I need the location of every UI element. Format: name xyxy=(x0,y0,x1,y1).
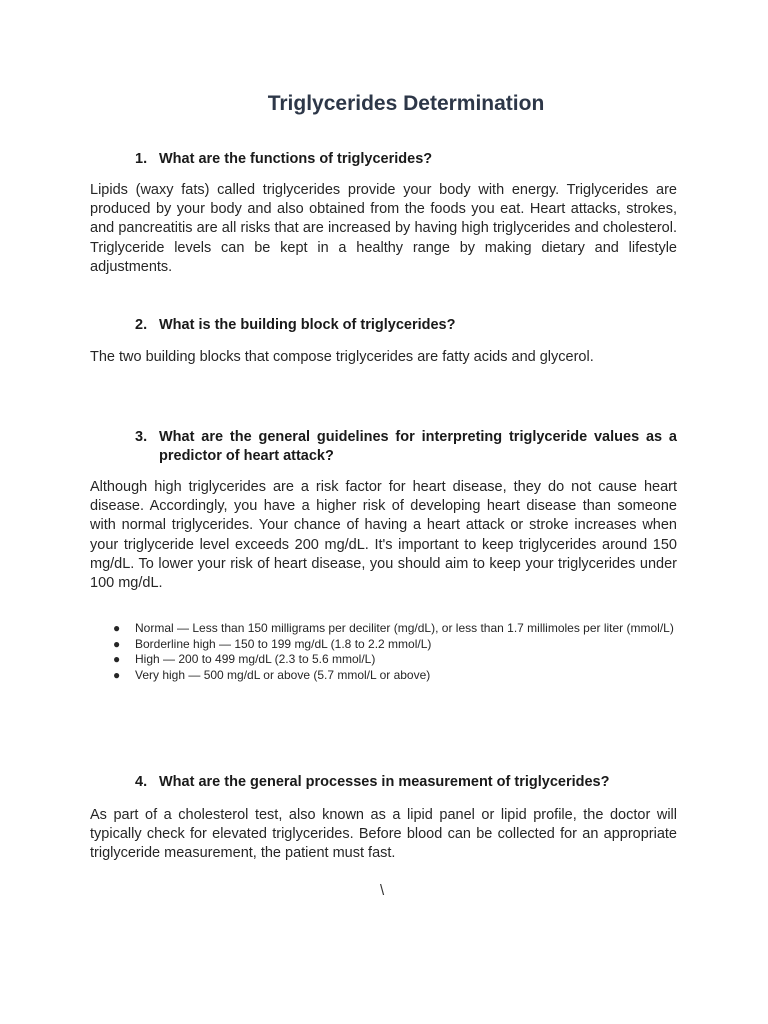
list-item xyxy=(110,668,680,684)
list-item-text: Very high — 500 mg/dL or above (5.7 mmol/L or above) xyxy=(135,667,431,682)
bullet-icon: ● xyxy=(113,636,121,651)
question-3 xyxy=(135,428,677,466)
question-2 xyxy=(135,316,677,335)
triglyceride-ranges-list xyxy=(110,621,680,683)
question-1 xyxy=(135,150,677,169)
list-item-text: Borderline high — 150 to 199 mg/dL (1.8 to 2.2 mmol/L) xyxy=(135,636,432,651)
bullet-icon: ● xyxy=(113,667,121,682)
page-title: Triglycerides Determination xyxy=(267,92,545,115)
bullet-icon: ● xyxy=(113,621,121,635)
question-4 xyxy=(135,773,677,792)
list-item-text: High — 200 to 499 mg/dL (2.3 to 5.6 mmol/L) xyxy=(135,652,376,667)
question-number: 3. xyxy=(135,429,148,445)
question-number: 2. xyxy=(135,317,148,333)
list-item xyxy=(110,621,680,637)
answer-4: As part of a cholesterol test, also known as a lipid panel or lipid profile, the doctor will typically check for elevated triglycerides. Before blood can be collected for an appropriate triglyceride measurement, the patient must fast. xyxy=(90,807,677,862)
question-text: What are the general guidelines for interpreting triglyceride values as a predictor of heart attack? xyxy=(159,429,677,464)
answer-2: The two building blocks that compose triglycerides are fatty acids and glycerol. xyxy=(90,349,594,365)
question-text: What is the building block of triglycerides? xyxy=(159,317,456,333)
question-number: 4. xyxy=(135,774,148,790)
bullet-icon: ● xyxy=(113,652,121,667)
stray-backslash-mark: \ xyxy=(380,882,385,899)
list-item xyxy=(110,652,680,668)
answer-1: Lipids (waxy fats) called triglycerides provide your body with energy. Triglycerides are produced by your body and also obtained from the foods you eat. Heart attacks, strokes, and pancreatitis are all risks that are increased by having high triglycerides and cholesterol. Triglyceride levels can be kept in a healthy range by making dietary and lifestyle adjustments. xyxy=(90,182,677,275)
list-item xyxy=(110,637,680,653)
answer-3: Although high triglycerides are a risk factor for heart disease, they do not cause heart disease. Accordingly, you have a higher risk of developing heart disease than someone with normal triglycerides. Your chance of having a heart attack or stroke increases when your triglyceride level exceeds 200 mg/dL. It's important to keep triglycerides around 150 mg/dL. To lower your risk of heart disease, you should aim to keep your triglycerides under 100 mg/dL. xyxy=(90,479,677,592)
question-text: What are the functions of triglycerides? xyxy=(159,151,433,167)
question-number: 1. xyxy=(135,151,148,167)
question-text: What are the general processes in measurement of triglycerides? xyxy=(159,774,610,790)
list-item-text: Normal — Less than 150 milligrams per deciliter (mg/dL), or less than 1.7 millimoles per liter (mmol/L) xyxy=(135,621,674,635)
